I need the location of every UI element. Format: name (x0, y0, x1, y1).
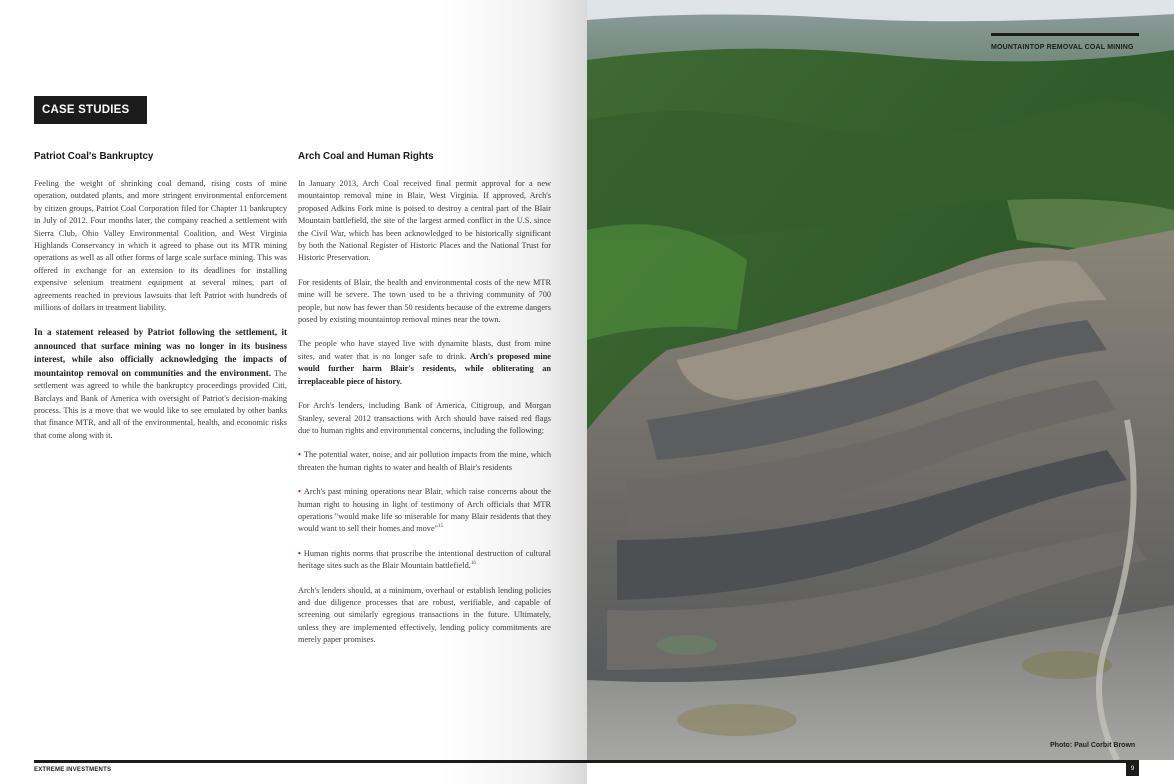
arch-bullet-1-text: The potential water, noise, and air pollution impacts from the mine, which threaten the human rights to water and health of Blair's residents (298, 450, 551, 472)
arch-p3-start: The people who have stayed live with dynamite blasts, dust from mine sites, and water that is no longer safe to drink. (298, 339, 551, 361)
arch-bullet-3 (298, 548, 551, 573)
red-bullet-icon: • (298, 548, 301, 558)
footnote-ref-16: 16 (470, 561, 476, 567)
arch-bullet-1 (298, 449, 551, 474)
arch-paragraph-4: For Arch's lenders, including Bank of America, Citigroup, and Morgan Stanley, several 2012 transactions with Arch should have raised red flags due to human rights and environmental concerns, including the following: (298, 401, 551, 435)
aerial-photo-illustration (587, 0, 1174, 760)
column-patriot (34, 150, 287, 454)
publication-name: EXTREME INVESTMENTS (34, 767, 112, 773)
patriot-statement-bold: In a statement released by Patriot following the settlement, it announced that surface mining was no longer in its business interest, while also officially acknowledging the impacts of mountaintop removal on communities and the environment. (34, 327, 287, 378)
page-number: 9 (1126, 763, 1139, 776)
arch-paragraph-1: In January 2013, Arch Coal received final permit approval for a new mountaintop removal mine in Blair, West Virginia. If approved, Arch's proposed Adkins Fork mine is poised to destroy a central part of the Blair Mountain battlefield, the site of the largest armed conflict in the U.S. since the Civil War, which has been acknowledged to be historically significant by both the National Register of Historic Places and the National Trust for Historic Preservation. (298, 179, 551, 263)
arch-paragraph-3 (298, 338, 551, 388)
arch-bullet-2-text: Arch's past mining operations near Blair, which raise concerns about the human right to housing in light of testimony of Arch officials that MTR operations "would make life so miserable for many Blair residents that they would want to sell their homes and move" (298, 487, 551, 534)
footnote-ref-15: 15 (438, 524, 444, 530)
running-title: MOUNTAINTOP REMOVAL COAL MINING (991, 44, 1134, 51)
patriot-paragraph-2 (34, 326, 287, 442)
arch-bullet-3-text: Human rights norms that proscribe the intentional destruction of cultural heritage sites such as the Blair Mountain battlefield. (298, 548, 551, 571)
column-arch (298, 150, 551, 659)
patriot-heading: Patriot Coal's Bankruptcy (34, 151, 154, 162)
mountaintop-mine-photo (587, 0, 1174, 760)
patriot-statement-rest: The settlement was agreed to while the bankruptcy proceedings provided Citi, Barclays and Bank of America with oversight of Patriot's decision-making process. This is a move that we would like to see emulated by other banks that finance MTR, and all of the environmental, health, and economic risks that come along with it. (34, 368, 287, 440)
arch-paragraph-2: For residents of Blair, the health and environmental costs of the new MTR mine will be severe. The town used to be a thriving community of 700 people, but now has fewer than 50 residents because of the extreme dangers posed by existing mountaintop removal mines near the town. (298, 277, 551, 325)
red-bullet-icon: • (298, 450, 301, 460)
header-rule (991, 33, 1139, 36)
section-label: CASE STUDIES (34, 96, 147, 124)
patriot-paragraph-1: Feeling the weight of shrinking coal demand, rising costs of mine operation, outdated plants, and more stringent environmental enforcement by citizen groups, Patriot Coal Corporation filed for Chapter 11 bankruptcy in July of 2012. Four months later, the company reached a settlement with Sierra Club, Ohio Valley Environmental Coalition, and West Virginia Highlands Conservancy in which it agreed to phase out its MTR mining operations as well as all other forms of large scale surface mining. This was offered in exchange for an extension to its deadlines for installing expensive selenium treatment equipment at several mines, part of agreements reached in previous lawsuits that left Patriot with hundreds of millions of dollars in treatment liability. (34, 179, 287, 313)
footer-rule (34, 760, 1139, 763)
arch-heading: Arch Coal and Human Rights (298, 151, 434, 162)
arch-p3-bold: Arch's proposed mine would further harm Blair's residents, while obliterating an irreplaceable piece of history. (298, 351, 551, 386)
arch-bullet-2 (298, 486, 551, 536)
red-bullet-icon: • (298, 487, 301, 497)
arch-paragraph-5: Arch's lenders should, at a minimum, overhaul or establish lending policies and due diligence processes that are robust, verifiable, and capable of screening out similarly egregious transactions in the future. Ultimately, unless they are implemented effectively, lending policy commitments are merely paper promises. (298, 585, 551, 645)
photo-credit: Photo: Paul Corbit Brown (1050, 742, 1136, 749)
